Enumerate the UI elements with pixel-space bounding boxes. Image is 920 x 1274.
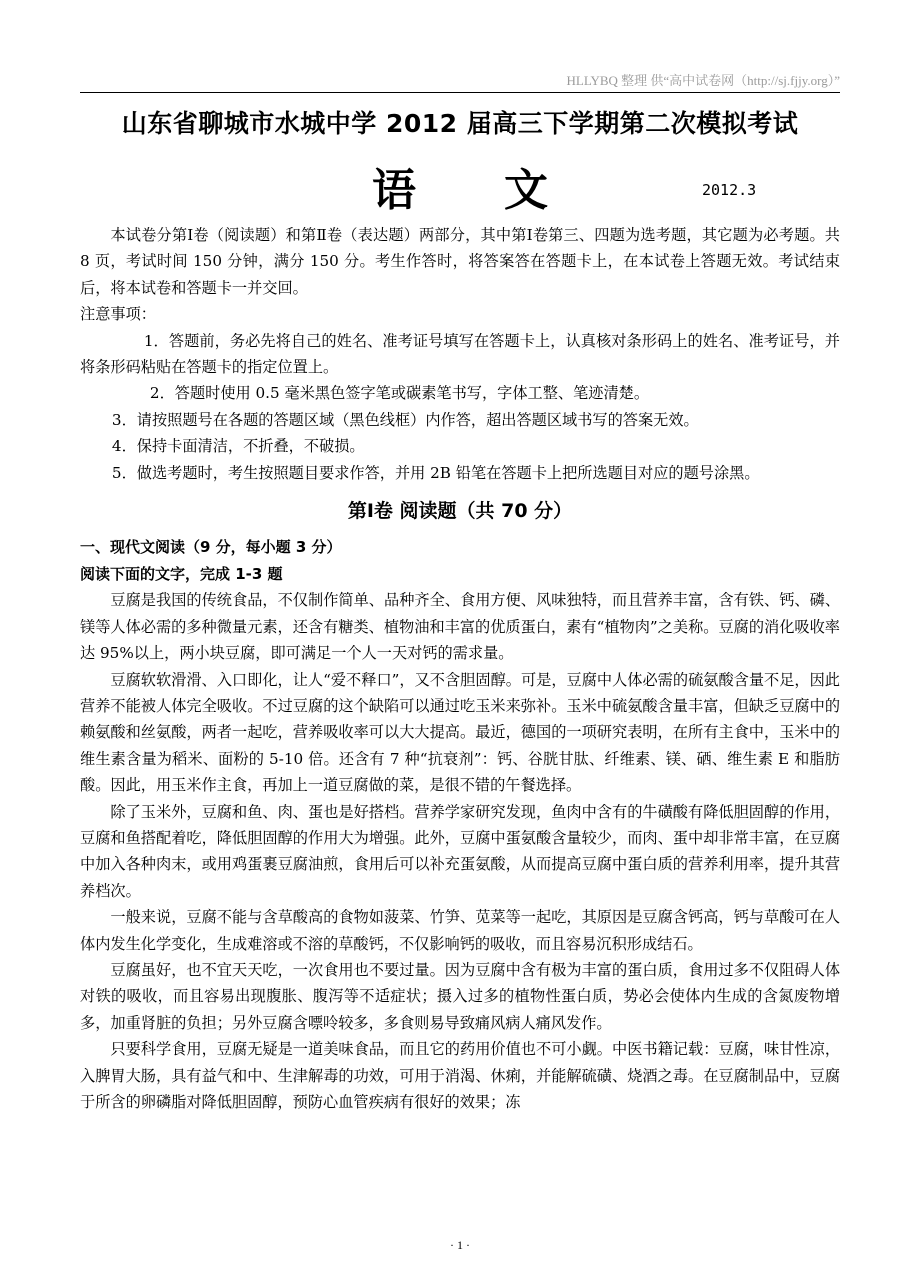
intro-paragraph: 本试卷分第Ⅰ卷（阅读题）和第Ⅱ卷（表达题）两部分，其中第Ⅰ卷第三、四题为选考题，其它题为必考题。共 8 页，考试时间 150 分钟，满分 150 分。考生作答时，将答案答在答题卡上，在本试卷上答题无效。考试结束后，将本试卷和答题卡一并交回。 — [80, 226, 840, 297]
page-number: · 1 · — [450, 1238, 470, 1252]
notice-item: 3．请按照题号在各题的答题区域（黑色线框）内作答，超出答题区域书写的答案无效。 — [111, 410, 699, 429]
notice-item: 1．答题前，务必先将自己的姓名、准考证号填写在答题卡上，认真核对条形码上的姓名、准考证号，并将条形码粘贴在答题卡的指定位置上。 — [80, 331, 840, 377]
passage-paragraph: 豆腐是我国的传统食品，不仅制作简单、品种齐全、食用方便、风味独特，而且营养丰富，含有铁、钙、磷、镁等人体必需的多种微量元素，还含有糖类、植物油和丰富的优质蛋白，素有“植物肉”之美称。豆腐的消化吸收率达 95%以上，两小块豆腐，即可满足一个人一天对钙的需求量。 — [80, 591, 840, 663]
reading-instruction: 阅读下面的文字，完成 1-3 题 — [80, 564, 283, 583]
passage-paragraph: 只要科学食用，豆腐无疑是一道美味食品，而且它的药用价值也不可小觑。中医书籍记载：豆腐，味甘性凉，入脾胃大肠，具有益气和中、生津解毒的功效，可用于消渴、休痢，并能解硫磺、烧酒之毒。在豆腐制品中，豆腐于所含的卵磷脂对降低胆固醇，预防心血管疾病有很好的效果；冻 — [80, 1040, 840, 1111]
passage-paragraph: 豆腐虽好，也不宜天天吃，一次食用也不要过量。因为豆腐中含有极为丰富的蛋白质，食用过多不仅阻碍人体对铁的吸收，而且容易出现腹胀、腹泻等不适症状；摄入过多的植物性蛋白质，势必会使体内生成的含氮废物增多，加重肾脏的负担；另外豆腐含嘌呤较多，多食则易导致痛风病人痛风发作。 — [80, 960, 840, 1032]
part-title: 第Ⅰ卷 阅读题（共 70 分） — [347, 500, 573, 523]
passage-paragraph: 一般来说，豆腐不能与含草酸高的食物如菠菜、竹笋、苋菜等一起吃，其原因是豆腐含钙高，钙与草酸可在人体内发生化学变化，生成难溶或不溶的草酸钙，不仅影响钙的吸收，而且容易沉积形成结石。 — [80, 908, 840, 953]
header-source-text: HLLYBQ 整理 供“高中试卷网（http://sj.fjjy.org）” — [566, 73, 840, 88]
notice-label: 注意事项： — [80, 305, 156, 324]
exam-date: 2012.3 — [702, 181, 757, 199]
notice-item: 4．保持卡面清洁，不折叠，不破损。 — [111, 437, 365, 456]
exam-title: 山东省聊城市水城中学 2012 届高三下学期第二次模拟考试 — [121, 109, 799, 138]
section-title: 一、现代文阅读（9 分，每小题 3 分） — [80, 538, 342, 557]
subject-title: 语文 — [372, 165, 636, 216]
exam-body — [80, 222, 840, 1115]
notice-item: 2．答题时使用 0.5 毫米黑色签字笔或碳素笔书写，字体工整、笔迹清楚。 — [149, 384, 650, 403]
header-rule — [80, 92, 840, 93]
passage-paragraph: 除了玉米外，豆腐和鱼、肉、蛋也是好搭档。营养学家研究发现，鱼肉中含有的牛磺酸有降低胆固醇的作用，豆腐和鱼搭配着吃，降低胆固醇的作用大为增强。此外，豆腐中蛋氨酸含量较少，而肉、蛋中却非常丰富，在豆腐中加入各种肉末，或用鸡蛋裹豆腐油煎，食用后可以补充蛋氨酸，从而提高豆腐中蛋白质的营养利用率，提升其营养档次。 — [80, 802, 840, 900]
notice-item: 5．做选考题时，考生按照题目要求作答，并用 2B 铅笔在答题卡上把所选题目对应的题号涂黑。 — [111, 463, 760, 482]
passage-paragraph: 豆腐软软滑滑、入口即化，让人“爱不释口”，又不含胆固醇。可是，豆腐中人体必需的硫氨酸含量不足，因此营养不能被人体完全吸收。不过豆腐的这个缺陷可以通过吃玉米来弥补。玉米中硫氨酸含量丰富，但缺乏豆腐中的赖氨酸和丝氨酸，两者一起吃，营养吸收率可以大大提高。最近，德国的一项研究表明，在所有主食中，玉米中的维生素含量为稻米、面粉的 5-10 倍。还含有 7 种“抗衰剂”：钙、谷胱甘肽、纤维素、镁、硒、维生素 E 和脂肪酸。因此，用玉米作主食，再加上一道豆腐做的菜，是很不错的午餐选择。 — [80, 670, 840, 795]
